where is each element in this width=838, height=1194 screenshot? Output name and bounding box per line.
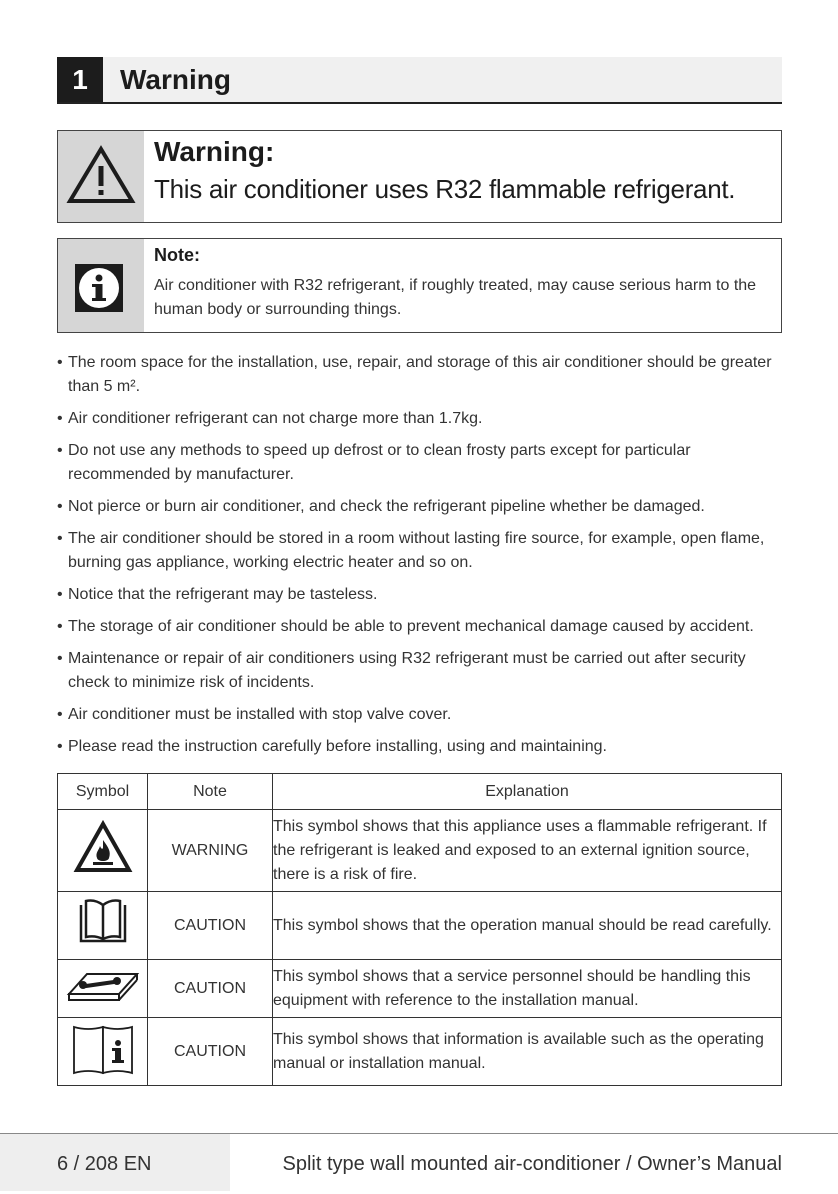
row-note: CAUTION bbox=[148, 960, 273, 1018]
section-number: 1 bbox=[57, 57, 103, 102]
warning-box bbox=[57, 130, 782, 223]
note-title: Note: bbox=[154, 245, 200, 265]
row-note: CAUTION bbox=[148, 892, 273, 960]
page-number: 6 / 208 EN bbox=[57, 1153, 152, 1175]
row-explanation: This symbol shows that information is available such as the operating manual or installation manual. bbox=[273, 1018, 782, 1086]
flammable-warning-icon bbox=[73, 818, 133, 878]
note-icon-panel bbox=[58, 239, 144, 332]
page-footer bbox=[0, 1133, 838, 1191]
bullet-item: • The air conditioner should be stored in a room without lasting fire source, for example, open flame, burning gas appliance, working electric heater and so on. bbox=[57, 527, 782, 575]
note-text: Air conditioner with R32 refrigerant, if roughly treated, may cause serious harm to the human body or surrounding things. bbox=[154, 277, 757, 318]
bullet-item: • Air conditioner must be installed with stop valve cover. bbox=[57, 703, 782, 727]
row-note: CAUTION bbox=[148, 1018, 273, 1086]
bullet-item: • The room space for the installation, use, repair, and storage of this air conditioner should be greater than 5 m². bbox=[57, 351, 782, 399]
bullet-item: • Do not use any methods to speed up defrost or to clean frosty parts except for particular recommended by manufacturer. bbox=[57, 439, 782, 487]
row-explanation: This symbol shows that a service personnel should be handling this equipment with reference to the installation manual. bbox=[273, 960, 782, 1018]
warning-icon-panel bbox=[58, 131, 144, 222]
row-note: WARNING bbox=[148, 810, 273, 892]
table-row bbox=[58, 892, 782, 960]
header-symbol: Symbol bbox=[58, 774, 148, 810]
section-title: Warning bbox=[120, 64, 231, 95]
symbol-table bbox=[57, 773, 782, 1086]
table-row bbox=[58, 1018, 782, 1086]
bullet-item: • Not pierce or burn air conditioner, and check the refrigerant pipeline whether be damaged. bbox=[57, 495, 782, 519]
bullet-item: • Maintenance or repair of air conditioners using R32 refrigerant must be carried out after security check to minimize risk of incidents. bbox=[57, 647, 782, 695]
manual-info-icon bbox=[68, 1021, 138, 1077]
warning-title: Warning: bbox=[154, 136, 275, 167]
warning-triangle-icon bbox=[58, 131, 144, 222]
table-row bbox=[58, 810, 782, 892]
table-header-row bbox=[58, 774, 782, 810]
document-title: Split type wall mounted air-conditioner / Owner’s Manual bbox=[282, 1153, 782, 1175]
table-row bbox=[58, 960, 782, 1018]
header-explanation: Explanation bbox=[273, 774, 782, 810]
warning-bullet-list bbox=[57, 351, 782, 767]
bullet-item: • Please read the instruction carefully before installing, using and maintaining. bbox=[57, 735, 782, 759]
row-explanation: This symbol shows that this appliance uses a flammable refrigerant. If the refrigerant is leaked and exposed to an external ignition source, there is a risk of fire. bbox=[273, 810, 782, 892]
header-note: Note bbox=[148, 774, 273, 810]
note-box bbox=[57, 238, 782, 333]
info-icon bbox=[58, 239, 144, 332]
bullet-item: • Air conditioner refrigerant can not charge more than 1.7kg. bbox=[57, 407, 782, 431]
operation-manual-icon bbox=[73, 897, 133, 949]
section-header bbox=[57, 57, 782, 104]
warning-text: This air conditioner uses R32 flammable refrigerant. bbox=[154, 174, 736, 204]
service-manual-icon bbox=[65, 966, 141, 1006]
bullet-item: • The storage of air conditioner should be able to prevent mechanical damage caused by accident. bbox=[57, 615, 782, 639]
bullet-item: • Notice that the refrigerant may be tasteless. bbox=[57, 583, 782, 607]
row-explanation: This symbol shows that the operation manual should be read carefully. bbox=[273, 892, 782, 960]
